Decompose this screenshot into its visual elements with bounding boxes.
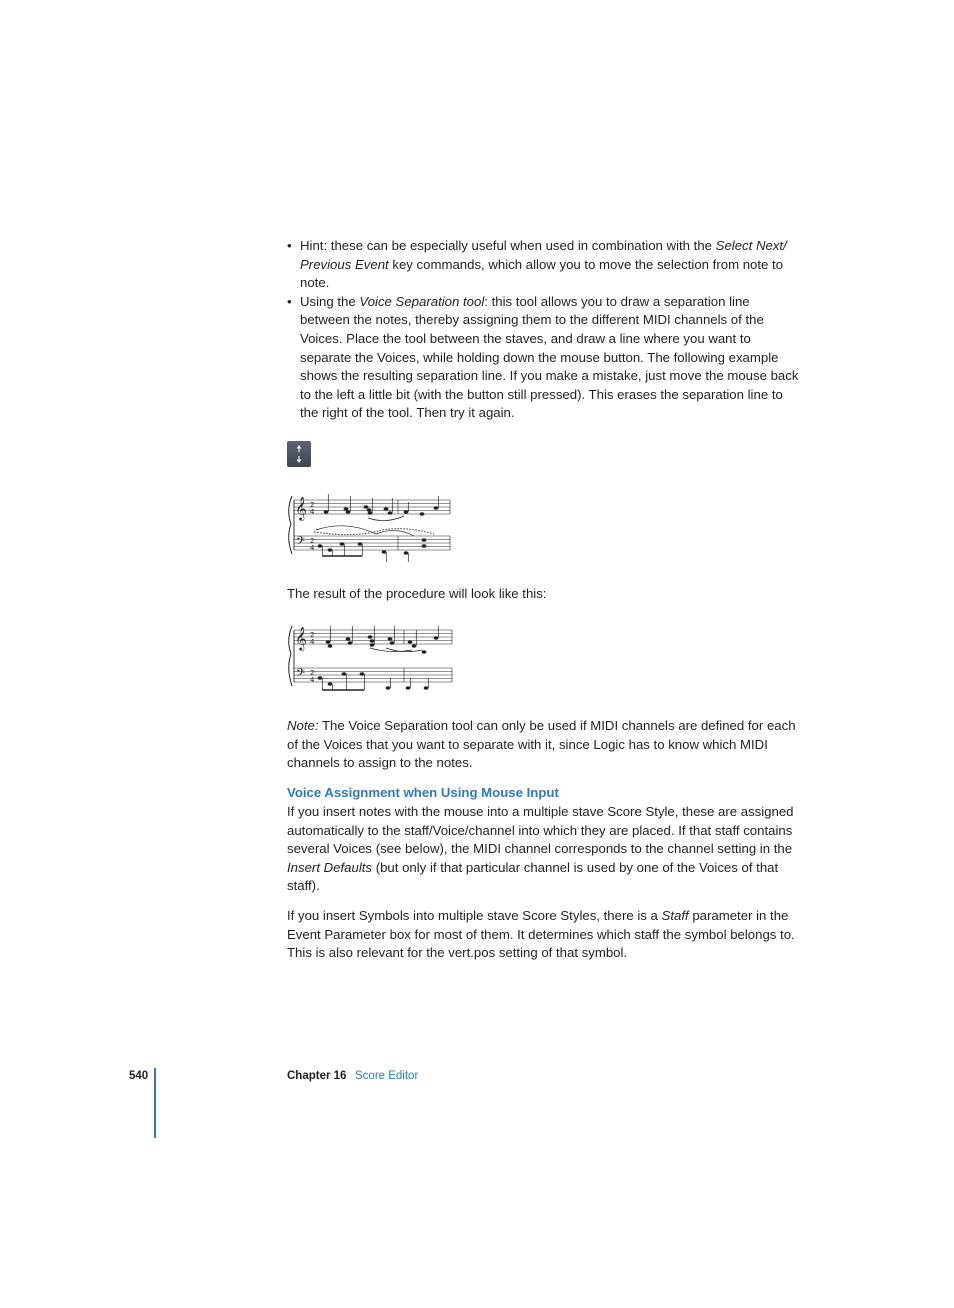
bullet-item xyxy=(287,237,799,293)
svg-text:2: 2 xyxy=(310,537,315,545)
bullet-text xyxy=(300,238,787,290)
result-caption: The result of the procedure will look like this: xyxy=(287,586,547,601)
italic-text-run: Note: xyxy=(287,718,319,733)
svg-text:4: 4 xyxy=(310,638,315,646)
page-number: 540 xyxy=(129,1070,149,1082)
text-run: (but only if that particular channel is used by one of the Voices of that staff). xyxy=(287,859,779,894)
footer-rule xyxy=(154,1068,156,1138)
svg-text:4: 4 xyxy=(310,544,315,552)
body-paragraph-2 xyxy=(287,907,799,963)
voice-separation-tool-icon xyxy=(287,441,311,467)
italic-text-run: Staff xyxy=(661,908,689,923)
svg-text:𝄢: 𝄢 xyxy=(296,535,306,551)
italic-text-run: Select Next/ Previous Event xyxy=(300,238,787,272)
bullet-list xyxy=(287,237,799,423)
text-run: parameter in the Event Parameter box for most of them. It determines which staff the symbol belongs to. This is also relevant for the vert.pos setting of that symbol. xyxy=(287,908,795,961)
section-heading: Voice Assignment when Using Mouse Input xyxy=(287,785,559,800)
body-paragraph-1 xyxy=(287,803,799,896)
svg-text:4: 4 xyxy=(310,508,315,516)
svg-text:2: 2 xyxy=(310,669,315,677)
svg-text:4: 4 xyxy=(310,676,315,684)
svg-text:𝄞: 𝄞 xyxy=(295,626,307,650)
text-run: Using the xyxy=(300,293,360,309)
svg-text:2: 2 xyxy=(310,501,315,509)
footer-section-title: Score Editor xyxy=(355,1070,419,1082)
bullet-marker: • xyxy=(287,293,292,309)
text-run: Hint: these can be especially useful when used in combination with the xyxy=(300,238,716,253)
text-run: The Voice Separation tool can only be used if MIDI channels are defined for each of the Voices that you want to separate with it, since Logic has to know which MIDI channels to assign to the notes. xyxy=(287,718,796,771)
text-run: : this tool allows you to draw a separation line between the notes, thereby assigning them to the different MIDI channels of the Voices. Place the tool between the staves, and draw a line where you want to separate the Voices, while holding down the mouse button. The following example shows the resulting separation line. If you make a mistake, just move the mouse back to the left a little bit (with the button still pressed). This erases the separation line to the right of the tool. Then try it again. xyxy=(300,293,799,421)
score-example-with-separation-line xyxy=(286,490,454,570)
svg-text:2: 2 xyxy=(310,631,315,639)
text-run: key commands, which allow you to move the selection from note to note. xyxy=(300,256,784,291)
text-run: If you insert notes with the mouse into a multiple stave Score Style, these are assigned automatically to the staff/Voice/channel into which they are placed. If that staff contains several Voices (see below), the MIDI channel corresponds to the channel setting in the xyxy=(287,804,794,857)
score-example-result xyxy=(286,622,456,702)
text-run: If you insert Symbols into multiple stave Score Styles, there is a xyxy=(287,908,662,923)
bullet-item xyxy=(287,293,799,423)
italic-text-run: Voice Separation tool xyxy=(359,293,485,309)
footer-chapter: Chapter 16 xyxy=(287,1070,347,1082)
bullet-text xyxy=(300,294,798,421)
svg-text:𝄢: 𝄢 xyxy=(296,667,306,683)
svg-text:𝄞: 𝄞 xyxy=(295,496,307,520)
bullet-marker: • xyxy=(287,238,292,253)
italic-text-run: Insert Defaults xyxy=(287,859,373,875)
note-paragraph xyxy=(287,717,799,773)
